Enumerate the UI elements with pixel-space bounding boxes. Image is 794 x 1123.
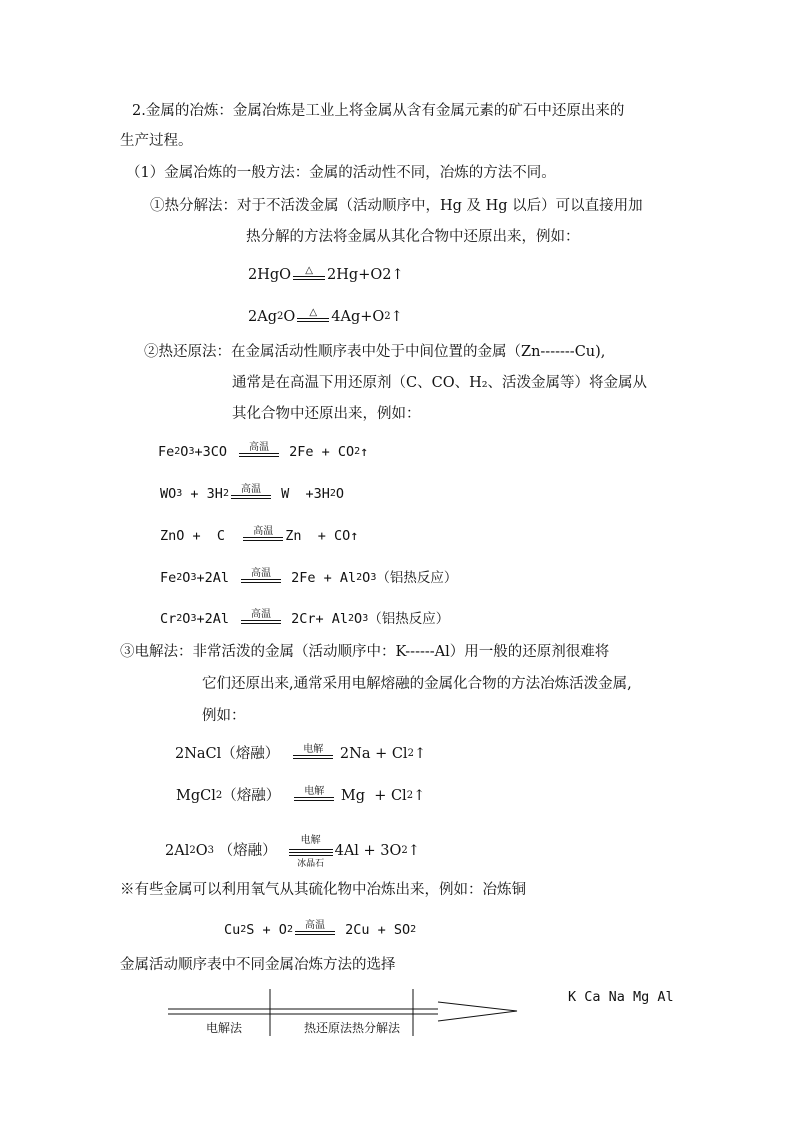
eq-right: ↑ — [390, 309, 403, 325]
thermal-reduction-line-1: ②热还原法：在金属活动性顺序表中处于中间位置的金属（Zn-------Cu), — [144, 344, 606, 360]
equation-text: 4Al + 3O — [334, 843, 402, 859]
thermal-decomposition-line-2: 热分解的方法将金属从其化合物中还原出来，例如： — [246, 229, 580, 245]
thermal-reduction-line-2: 通常是在高温下用还原剂（C、CO、H₂、活泼金属等）将金属从 — [232, 375, 648, 391]
equation-text: Cu — [224, 922, 241, 938]
equation-text: 2Fe + Al — [282, 570, 357, 586]
intro-line-1: 2.金属的冶炼：金属冶炼是工业上将金属从含有金属元素的矿石中还原出来的 — [132, 103, 625, 119]
equation-text: （铝热反应） — [368, 611, 450, 627]
equation-text: Zn + CO↑ — [285, 528, 359, 544]
equation-cu2s: Cu 2 S + O 2 高温 2Cu + SO 2 — [224, 919, 417, 938]
equation-text: Cr — [160, 611, 177, 627]
equation-text: Mg + Cl — [336, 788, 407, 804]
eq-right: 2Hg+O2↑ — [327, 267, 404, 283]
equation-text: 2Cr+ Al — [282, 611, 349, 627]
equation-text: O — [182, 570, 191, 586]
equation-text: （熔融） — [222, 788, 281, 804]
electrolysis-line-1: ③电解法：非常活泼的金属（活动顺序中：K------Al）用一般的还原剂很难将 — [120, 644, 610, 660]
condition-label: 电解 — [304, 785, 325, 797]
equation-ag2o: 2Ag 2 O △ 4Ag+O 2 ↑ — [248, 306, 403, 325]
catalyst-label: 冰晶石 — [297, 859, 325, 869]
condition-label: 电解 — [300, 835, 321, 846]
equation-text: ZnO + C — [160, 528, 242, 544]
eq-left: O — [283, 309, 296, 325]
equation-cr2o3-al: Cr 2 O 3 +2Al 高温 2Cr+ Al 2 O 3 （铝热反应） — [160, 608, 450, 627]
eq-left: 2Ag — [248, 309, 277, 325]
equation-text: O — [195, 843, 208, 859]
eq-right: 4Ag+O — [331, 309, 385, 325]
condition-label: 高温 — [248, 441, 269, 453]
equation-text: O — [182, 611, 191, 627]
equation-text: +2Al — [196, 570, 229, 586]
equation-fe2o3-al: Fe 2 O 3 +2Al 高温 2Fe + Al 2 O 3 （铝热反应） — [160, 567, 458, 586]
equation-text: ↑ — [413, 746, 427, 762]
equation-text: Fe — [158, 444, 175, 460]
condition-label: 高温 — [250, 608, 271, 620]
scale-arrowhead — [438, 1002, 517, 1021]
metal-series: K Ca Na Mg Al — [568, 989, 674, 1005]
equation-text: ↑ — [413, 788, 426, 804]
equation-text: S + O — [246, 922, 287, 938]
equation-text: 2Cu + SO — [336, 922, 411, 938]
equation-text: WO — [160, 486, 177, 502]
equation-text: 2Fe + CO — [280, 444, 355, 460]
equation-text: ↑ — [360, 444, 369, 460]
equation-text: +2Al — [196, 611, 229, 627]
thermal-decomposition-line-1: ①热分解法：对于不活泼金属（活动顺序中，Hg 及 Hg 以后）可以直接用加 — [150, 198, 643, 214]
eq-left: 2HgO — [248, 267, 292, 283]
general-method-heading: （1）金属冶炼的一般方法：金属的活动性不同，冶炼的方法不同。 — [126, 165, 556, 181]
equation-text: O — [335, 486, 345, 502]
equation-al2o3: 2Al 2 O 3 （熔融） 电解 冰晶石 4Al + 3O 2 ↑ — [165, 835, 420, 869]
equation-text: +3CO — [194, 444, 227, 460]
condition-label: 电解 — [303, 743, 324, 755]
condition-label: 高温 — [250, 567, 271, 579]
equation-mgcl2: MgCl 2 （熔融） 电解 Mg + Cl 2 ↑ — [176, 785, 426, 804]
equation-text: 2NaCl（熔融） — [175, 746, 280, 762]
equation-text: Fe — [160, 570, 177, 586]
equation-text: 2Al — [165, 843, 190, 859]
equation-nacl: 2NaCl（熔融） 电解 2Na + Cl 2 ↑ — [175, 743, 427, 762]
equation-text: O — [180, 444, 189, 460]
condition-label: 高温 — [304, 919, 325, 931]
electrolysis-line-3: 例如： — [202, 708, 246, 724]
thermal-reduction-line-3: 其化合物中还原出来，例如： — [232, 406, 421, 422]
equation-text: W +3H — [272, 486, 330, 502]
equation-text: O — [362, 570, 371, 586]
equation-text: O — [354, 611, 363, 627]
equation-text: （铝热反应） — [376, 570, 458, 586]
equation-text: ↑ — [407, 843, 420, 859]
condition-label: 高温 — [253, 525, 274, 537]
scale-label-electrolysis: 电解法 — [206, 1021, 243, 1035]
scale-label-thermal: 热还原法热分解法 — [304, 1021, 401, 1035]
condition-label: 高温 — [240, 483, 261, 495]
electrolysis-line-2: 它们还原出来,通常采用电解熔融的金属化合物的方法冶炼活泼金属, — [202, 676, 632, 692]
sulfide-note: ※有些金属可以利用氧气从其硫化物中冶炼出来，例如：冶炼铜 — [120, 882, 526, 898]
equation-text: （熔融） — [213, 843, 277, 859]
equation-text: + 3H — [182, 486, 223, 502]
heat-symbol: △ — [305, 264, 313, 276]
equation-text: 2Na + Cl — [335, 746, 408, 762]
equation-fe2o3-co: Fe 2 O 3 +3CO 高温 2Fe + CO 2 ↑ — [158, 441, 369, 460]
equation-text: MgCl — [176, 788, 216, 804]
equation-wo3-h2: WO 3 + 3H 2 高温 W +3H 2 O — [160, 483, 345, 502]
selection-title: 金属活动顺序表中不同金属冶炼方法的选择 — [120, 957, 396, 973]
heat-symbol: △ — [309, 306, 318, 318]
intro-line-2: 生产过程。 — [120, 133, 193, 149]
